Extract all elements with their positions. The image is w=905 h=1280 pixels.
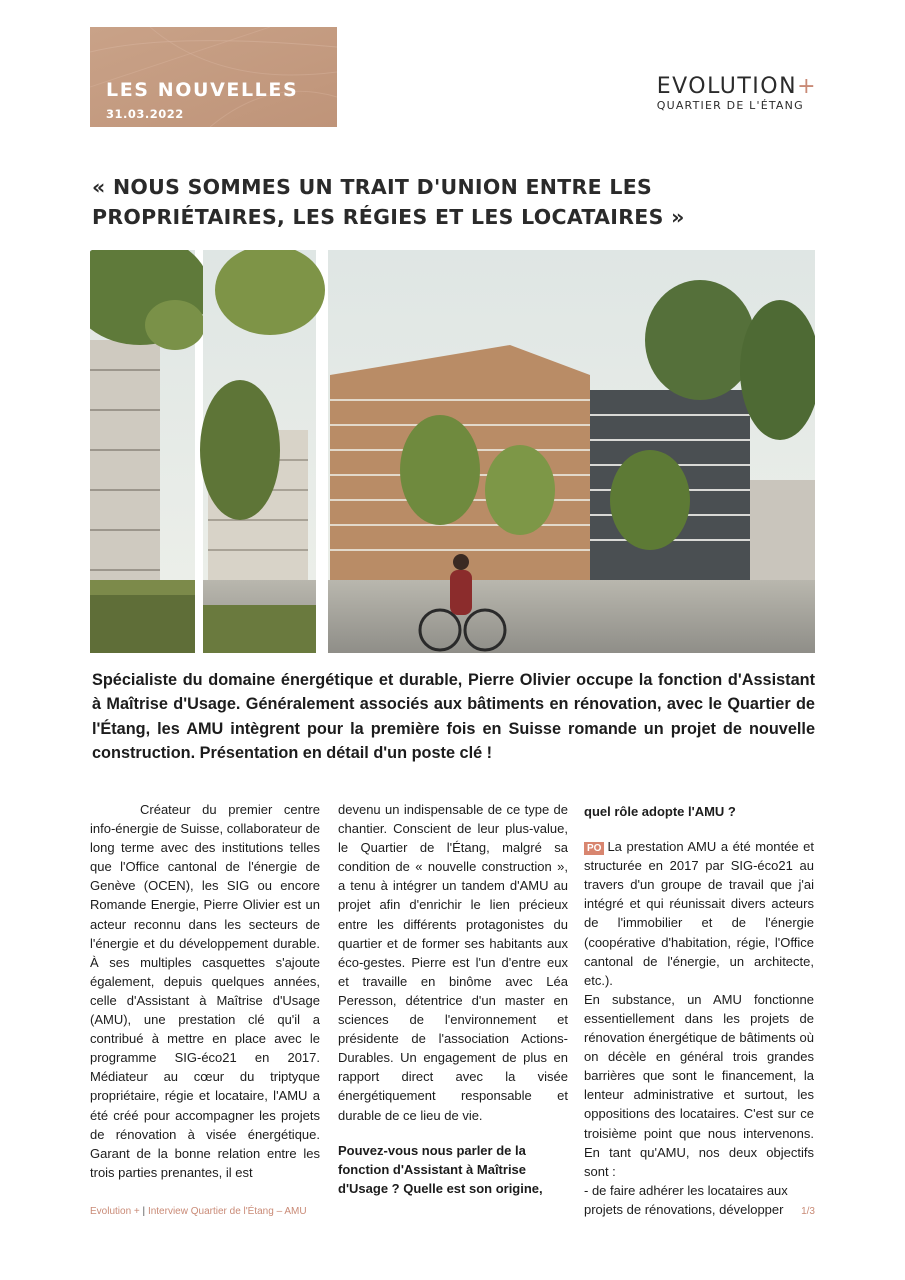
headline-line-2: PROPRIÉTAIRES, LES RÉGIES ET LES LOCATAIRES » xyxy=(92,205,685,229)
footer-doc-title: Interview Quartier de l'Étang – AMU xyxy=(147,1206,307,1217)
headline-line-1: « NOUS SOMMES UN TRAIT D'UNION ENTRE LES xyxy=(92,175,653,199)
article-column-1 xyxy=(90,800,320,1182)
page-footer xyxy=(90,1206,815,1217)
interview-question: Pouvez-vous nous parler de la fonction d'Assistant à Maîtrise d'Usage ? Quelle est son origine, xyxy=(338,1142,543,1196)
section-title: LES NOUVELLES xyxy=(106,79,299,101)
answer-text-1: La prestation AMU a été montée et structurée en 2017 par SIG-éco21 au travers d'un groupe de travail que j'ai intégré et qui réunissait divers acteurs de l'immobilier et de l'énergie (coopérative d'habitation, régie, l'Office cantonal de l'énergie, un architecte, etc.). xyxy=(584,839,814,988)
speaker-initials-badge: PO xyxy=(584,842,604,855)
brand-logo xyxy=(657,76,817,112)
logo-plus: + xyxy=(797,74,817,99)
answer-paragraph-2: En substance, un AMU fonctionne essentiellement dans les projets de rénovation énergétique de bâtiments où on décèle en général trois grandes barrières que sont le financement, la lenteur administrative et surtout, les oppositions des locataires. C'est sur ce troisième point que nous intervenons. En tant qu'AMU, nos deux objectifs sont : xyxy=(584,991,814,1179)
column-2-paragraph: devenu un indispensable de ce type de chantier. Conscient de leur plus-value, le Quartier de l'Étang, malgré sa condition de « nouvelle construction », a tenu à intégrer un tandem d'AMU au projet afin d'enrichir le lien précieux entre les différents protagonistes du quartier et de former ses habitants aux éco-gestes. Pierre est l'un d'entre eux et travaille en binôme avec Léa Peresson, détentrice d'un master en sciences de l'environnement et présidente de l'association Actions-Durables. Un engagement de plus en rapport direct avec la visée énergétiquement responsable et durable de ce lieu de vie. xyxy=(338,802,568,1123)
photo-panel-middle xyxy=(200,250,325,653)
page-number: 1/3 xyxy=(801,1206,815,1217)
interview-question-continued: quel rôle adopte l'AMU ? xyxy=(584,804,736,819)
article-column-2 xyxy=(338,800,568,1198)
article-headline xyxy=(92,172,812,232)
article-lead: Spécialiste du domaine énergétique et durable, Pierre Olivier occupe la fonction d'Assistant à Maîtrise d'Usage. Généralement associés aux bâtiments en rénovation, avec le Quartier de l'Étang, les AMU intègrent pour la première fois en Suisse romande un projet de nouvelle construction. Présentation en détail d'un poste clé ! xyxy=(92,671,815,762)
logo-subtitle: QUARTIER DE L'ÉTANG xyxy=(656,99,804,112)
photo-panel-main xyxy=(328,250,815,653)
section-banner xyxy=(90,27,337,127)
issue-date: 31.03.2022 xyxy=(106,107,184,121)
answer-paragraph-1 xyxy=(584,837,814,990)
column-1-paragraph: Créateur du premier centre info-énergie de Suisse, collaborateur de long terme avec des institutions telles que l'Office cantonal de l'énergie de Genève (OCEN), les SIG ou encore Romande Energie, Pierre Olivier est un acteur reconnu dans les secteurs de l'énergie et du développement durable. À ses multiples casquettes s'ajoute également, depuis quelques années, celle d'Assistant à Maîtrise d'Usage (AMU), une prestation clé qu'il a contribué à mettre en place avec le programme SIG-éco21 en 2017. Médiateur au cœur du triptyque propriétaire, régie et locataire, l'AMU a été créé pour accompagner les projets de rénovation à visée énergétique. Garant de la bonne relation entre les trois parties prenantes, il est xyxy=(90,802,320,1180)
logo-wordmark: EVOLUTION xyxy=(656,74,798,99)
photo-panel-left xyxy=(90,250,210,653)
footer-brand: Evolution + xyxy=(90,1206,140,1217)
article-column-3 xyxy=(584,800,814,1219)
answer-paragraph-3: - de faire adhérer les locataires aux projets de rénovations, développer xyxy=(584,1182,788,1217)
footer-separator: | xyxy=(142,1206,146,1217)
hero-rendering-image xyxy=(90,250,815,653)
